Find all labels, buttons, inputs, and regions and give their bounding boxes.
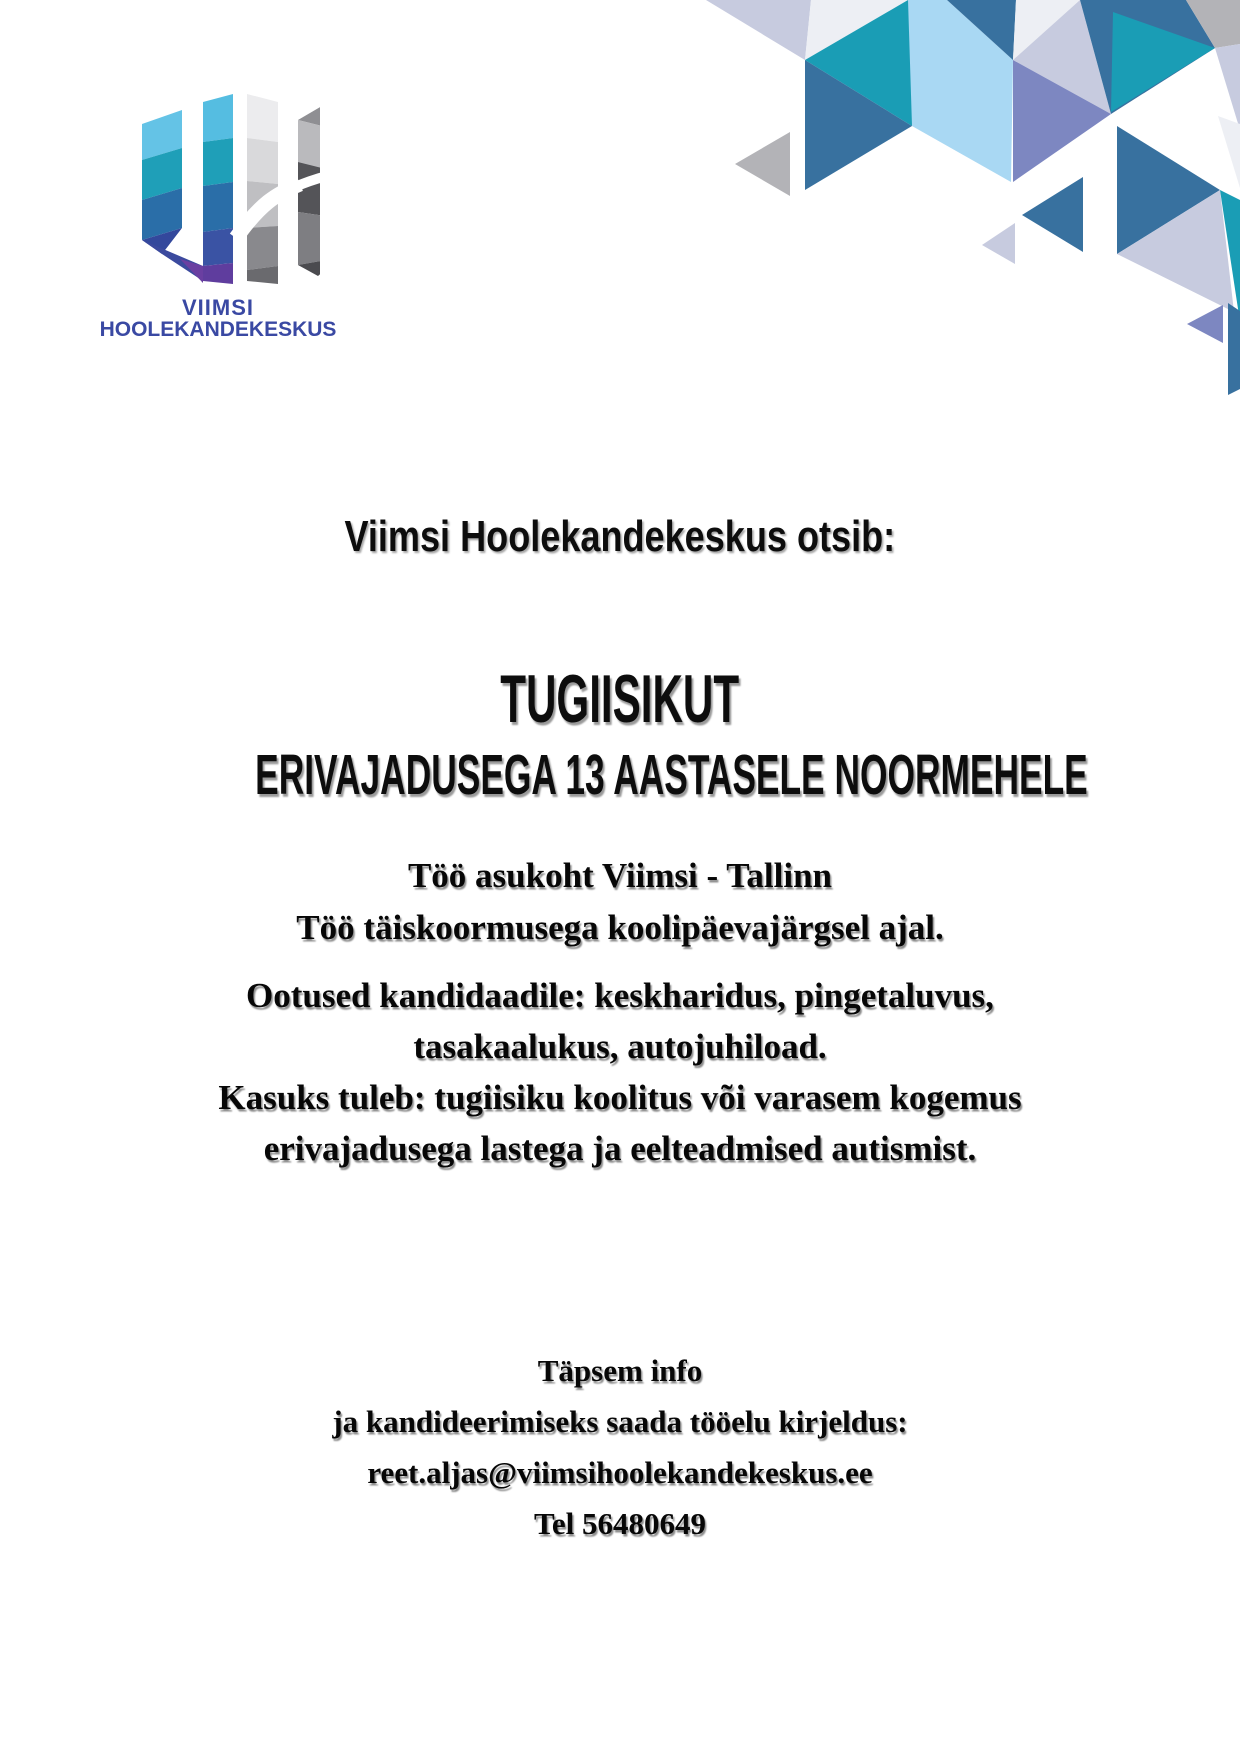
intro-line <box>0 512 1240 562</box>
requirements-block <box>0 970 1240 1174</box>
job-line: Töö täiskoormusega koolipäevajärgsel ajal. <box>296 908 944 947</box>
requirements-line: tasakaalukus, autojuhiload. <box>413 1027 827 1066</box>
logo-text <box>98 296 338 341</box>
contact-line: Täpsem info <box>537 1353 703 1388</box>
requirements-line: erivajadusega lastega ja eelteadmised autismist. <box>263 1129 977 1168</box>
requirements-line: Kasuks tuleb: tugiisiku koolitus või varasem kogemus <box>218 1078 1022 1117</box>
page-subtitle <box>0 742 1240 808</box>
logo-mark-icon <box>120 88 320 293</box>
contact-block <box>0 1345 1240 1549</box>
contact-line: ja kandideerimiseks saada tööelu kirjeldus: <box>332 1404 908 1439</box>
title-text: TUGIISIKUT <box>500 661 740 737</box>
page-title <box>0 660 1240 738</box>
job-location-block <box>0 850 1240 954</box>
subtitle-text: ERIVAJADUSEGA 13 AASTASELE NOORMEHELE <box>255 743 1088 807</box>
requirements-line: Ootused kandidaadile: keskharidus, pingetaluvus, <box>246 976 994 1015</box>
triangle-mosaic-decoration <box>640 0 1240 420</box>
contact-email: reet.aljas@viimsihoolekandekeskus.ee <box>367 1455 873 1490</box>
logo <box>99 88 360 342</box>
contact-phone: Tel 56480649 <box>534 1506 706 1541</box>
intro-text: Viimsi Hoolekandekeskus otsib: <box>344 512 896 561</box>
logo-line-1: VIIMSI <box>181 295 254 320</box>
job-line: Töö asukoht Viimsi - Tallinn <box>407 856 833 895</box>
logo-line-2: HOOLEKANDEKESKUS <box>99 318 337 342</box>
